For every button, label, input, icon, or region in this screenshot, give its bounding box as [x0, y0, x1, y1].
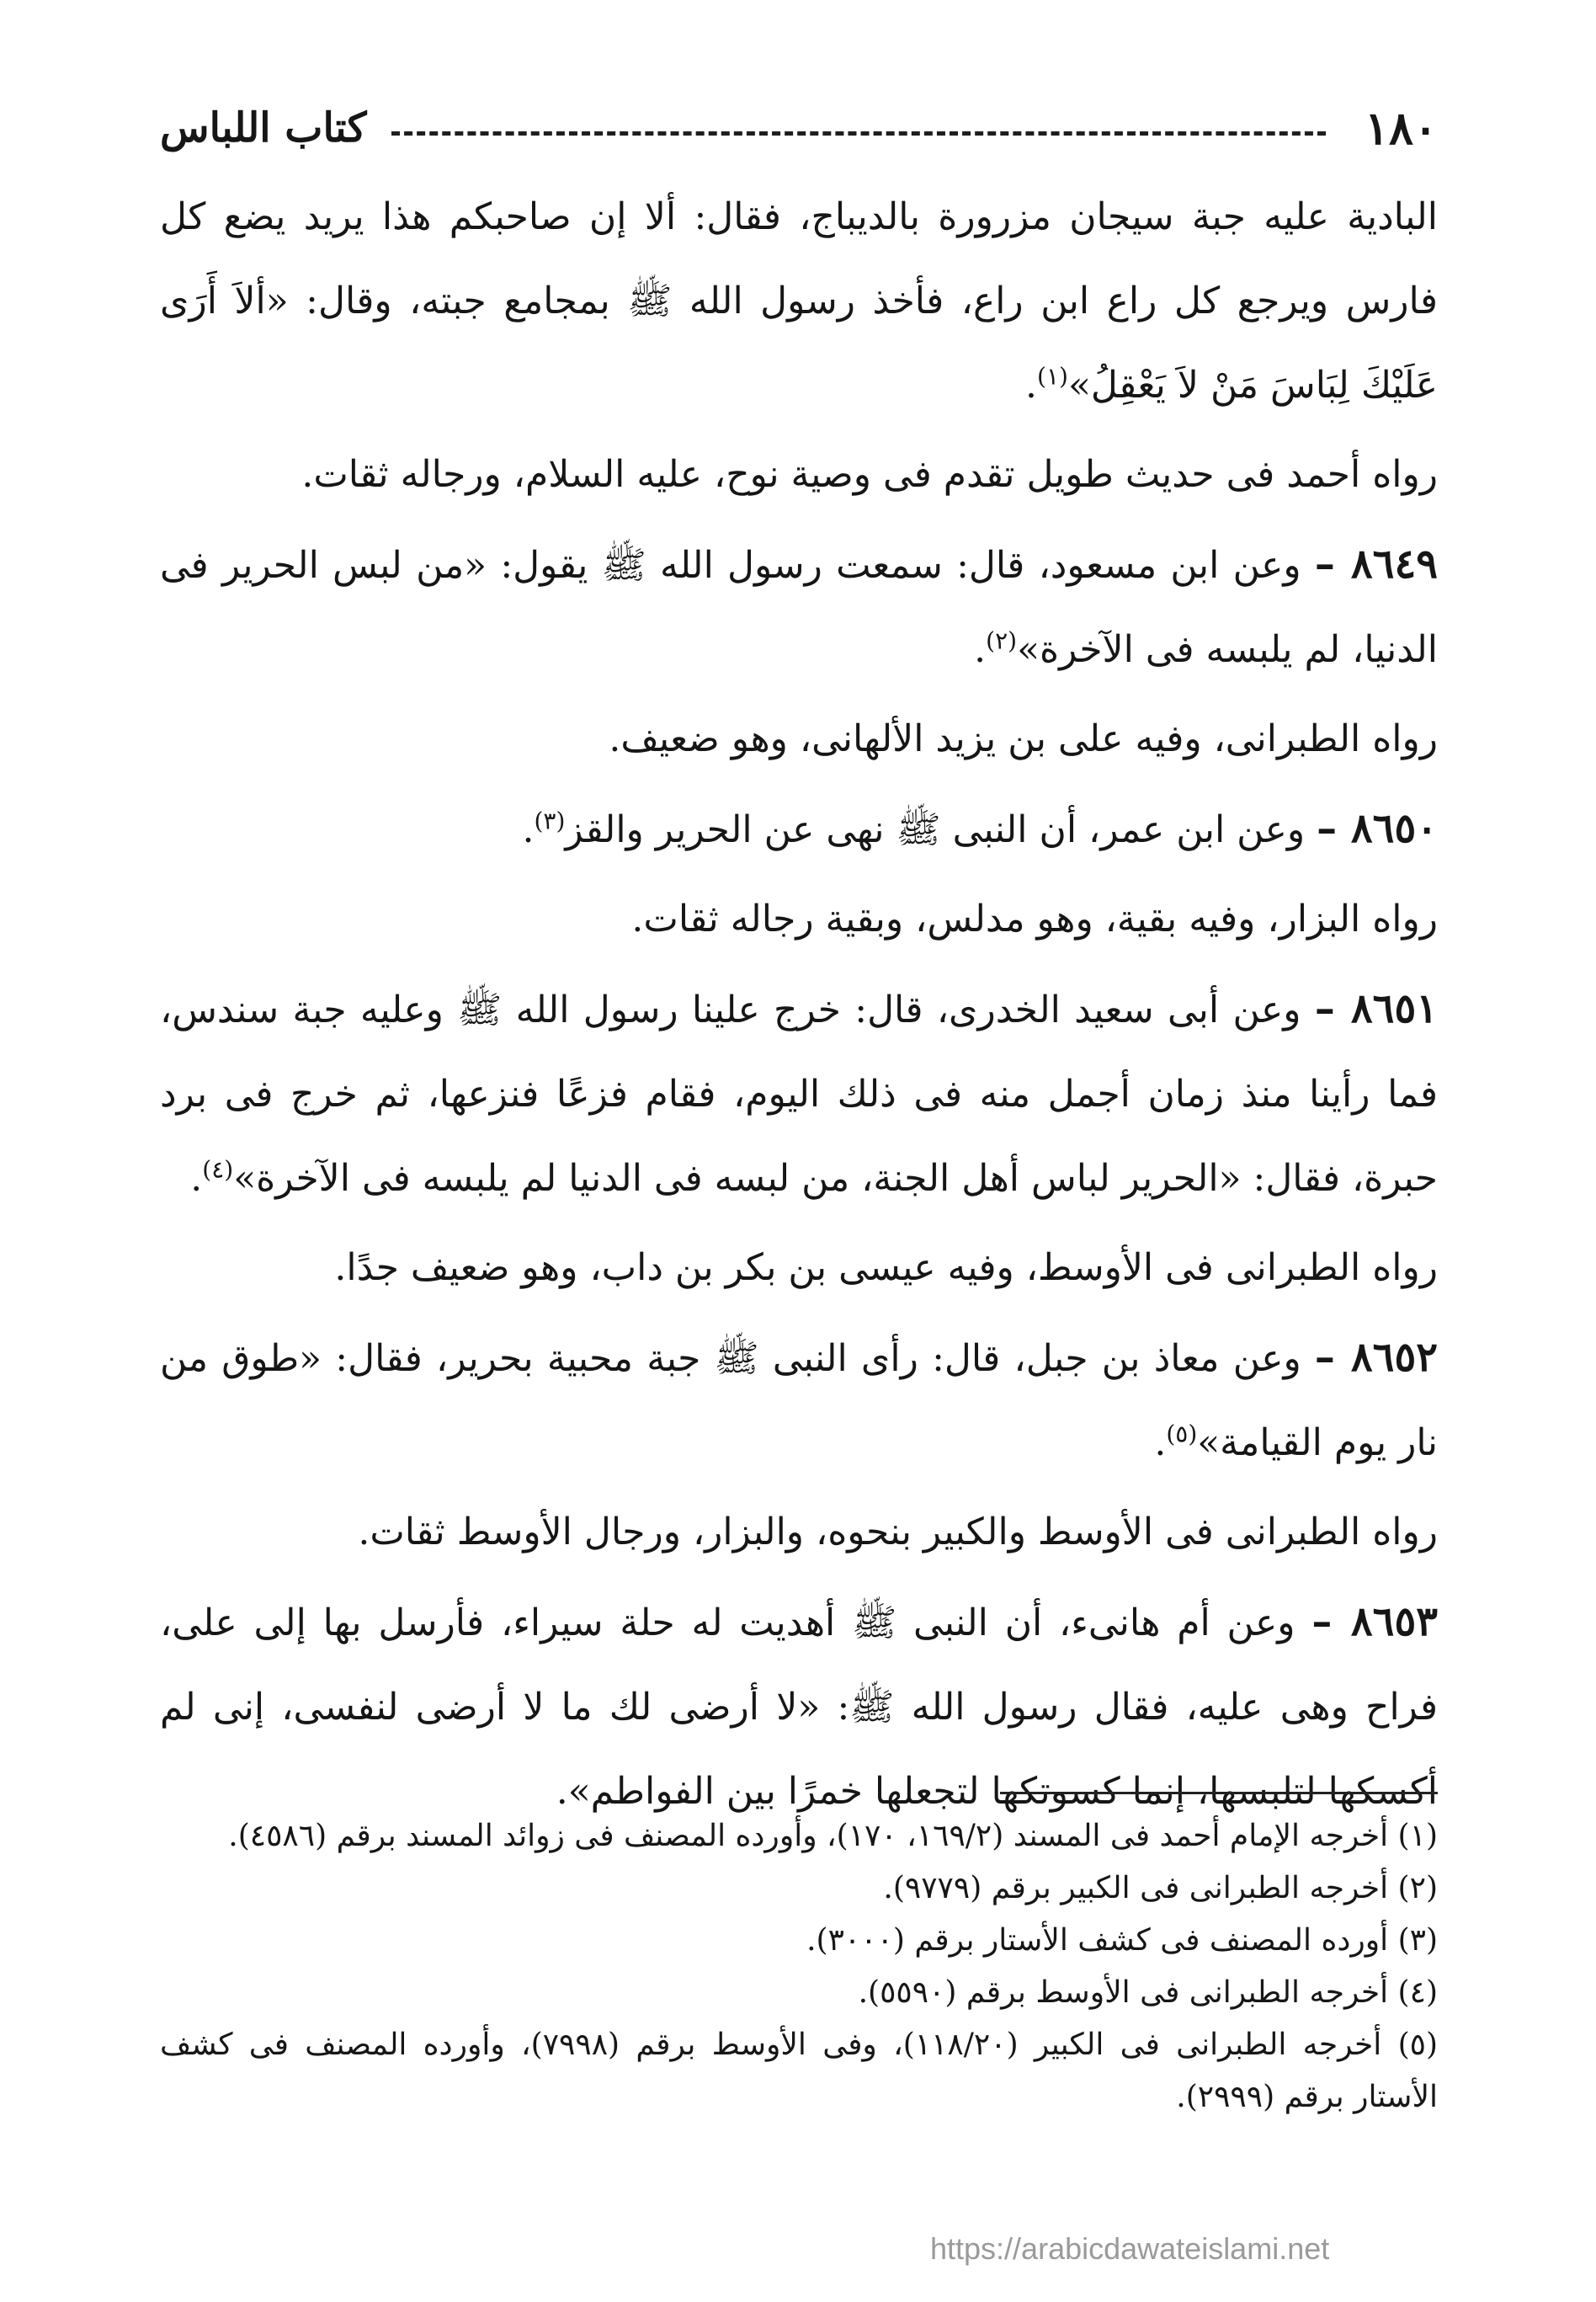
hadith-8649: ٨٦٤٩ – وعن ابن مسعود، قال: سمعت رسول الله ﷺ يقول: «من لبس الحرير فى الدنيا، لم يلبسه فى الآخرة»$^{(٢)}$.: [160, 541, 1438, 671]
footnote-1: (١) أخرجه الإمام أحمد فى المسند (١٦٩/٢، ١٧٠)، وأورده المصنف فى زوائد المسند برقم (٤٥٨٦).: [228, 1819, 1438, 1853]
footnote-ref: (١): [1037, 362, 1068, 391]
footnote-2: (٢) أخرجه الطبرانى فى الكبير برقم (٩٧٧٩).: [883, 1871, 1438, 1905]
footnotes: [160, 1810, 1438, 2123]
paragraph-text: وعن ابن عمر، أن النبى ﷺ نهى عن الحرير والقز: [565, 808, 1306, 851]
footnote-ref: (٢): [986, 626, 1018, 655]
hadith-8651: ٨٦٥١ – وعن أبى سعيد الخدرى، قال: خرج علينا رسول الله ﷺ وعليه جبة سندس، فما رأينا منذ زمان أجمل منه فى ذلك اليوم، فقام فزعًا فنزعها، ثم خرج فى برد حبرة، فقال: «الحرير لباس أهل الجنة، من لبسه فى الدنيا لم يلبسه فى الآخرة»$^{(٤)}$.: [160, 985, 1438, 1200]
main-text: [160, 175, 1438, 1834]
hadith-number: ٨٦٤٩ –: [1314, 541, 1438, 588]
hadith-8650: ٨٦٥٠ – وعن ابن عمر، أن النبى ﷺ نهى عن الحرير والقز$^{(٣)}$.: [522, 805, 1438, 852]
paragraph-text: رواه أحمد فى حديث طويل تقدم فى وصية نوح، عليه السلام، ورجاله ثقات.: [301, 453, 1438, 496]
book-title: كتاب اللباس: [160, 104, 367, 152]
page-number: ١٨٠: [1364, 101, 1438, 155]
paragraph-text: وعن أبى سعيد الخدرى، قال: خرج علينا رسول الله ﷺ وعليه جبة سندس، فما رأينا منذ زمان أجمل منه فى ذلك اليوم، فقام فزعًا فنزعها، ثم خرج فى برد حبرة، فقال: «الحرير لباس أهل الجنة، من لبسه فى الدنيا لم يلبسه فى الآخرة»: [160, 988, 1438, 1200]
hadith-8652: ٨٦٥٢ – وعن معاذ بن جبل، قال: رأى النبى ﷺ جبة محبية بحرير، فقال: «طوق من نار يوم القيامة»$^{(٥)}$.: [160, 1334, 1438, 1464]
narrator-note: [160, 697, 1438, 781]
hadith-8653: [160, 1580, 1438, 1834]
narrator-note: [160, 877, 1438, 962]
hadith-number: ٨٦٥٣ –: [1311, 1598, 1438, 1645]
header-divider: [391, 131, 1326, 136]
paragraph-continuation: البادية عليه جبة سيجان مزرورة بالديباج، فقال: ألا إن صاحبكم هذا يريد يضع كل فارس ويرجع كل راع ابن راع، فأخذ رسول الله ﷺ بمجامع جبته، وقال: «ألاَ أَرَى عَلَيْكَ لِبَاسَ مَنْ لاَ يَعْقِلُ»$^{(١)}$.: [160, 195, 1438, 407]
footnote-ref: (٤): [202, 1155, 234, 1184]
footnote-4: (٤) أخرجه الطبرانى فى الأوسط برقم (٥٥٩٠).: [858, 1975, 1438, 2010]
narrator-note: [160, 433, 1438, 517]
paragraph-text: وعن ابن مسعود، قال: سمعت رسول الله ﷺ يقول: «من لبس الحرير فى الدنيا، لم يلبسه فى الآخرة»: [160, 544, 1438, 671]
hadith-number: ٨٦٥٠ –: [1317, 805, 1438, 852]
hadith-number: ٨٦٥١ –: [1314, 985, 1438, 1032]
paragraph-text: رواه الطبرانى فى الأوسط، وفيه عيسى بن بكر بن داب، وهو ضعيف جدًا.: [334, 1246, 1438, 1289]
footnote-ref: (٣): [534, 807, 566, 835]
narrator-note: [160, 1490, 1438, 1575]
paragraph-text: رواه الطبرانى فى الأوسط والكبير بنحوه، والبزار، ورجال الأوسط ثقات.: [358, 1511, 1438, 1553]
paragraph-text: البادية عليه جبة سيجان مزرورة بالديباج، فقال: ألا إن صاحبكم هذا يريد يضع كل فارس ويرجع كل راع ابن راع، فأخذ رسول الله ﷺ بمجامع جبته، وقال: «ألاَ أَرَى عَلَيْكَ لِبَاسَ مَنْ لاَ يَعْقِلُ»: [160, 195, 1438, 407]
paragraph-text: رواه البزار، وفيه بقية، وهو مدلس، وبقية رجاله ثقات.: [631, 898, 1438, 941]
hadith-number: ٨٦٥٢ –: [1314, 1334, 1438, 1381]
paragraph-text: رواه الطبرانى، وفيه على بن يزيد الألهانى، وهو ضعيف.: [609, 717, 1438, 760]
footnote-divider: [1000, 1792, 1438, 1794]
footnote-ref: (٥): [1166, 1420, 1198, 1448]
footnote-3: (٣) أورده المصنف فى كشف الأستار برقم (٣٠٠٠).: [806, 1923, 1438, 1958]
watermark-url: https://arabicdawateislami.net: [930, 2231, 1330, 2266]
narrator-note: [160, 1226, 1438, 1310]
paragraph-text: وعن معاذ بن جبل، قال: رأى النبى ﷺ جبة محبية بحرير، فقال: «طوق من نار يوم القيامة»: [160, 1337, 1438, 1464]
footnote-5: (٥) أخرجه الطبرانى فى الكبير (١١٨/٢٠)، وفى الأوسط برقم (٧٩٩٨)، وأورده المصنف فى كشف الأستار برقم (٢٩٩٩).: [160, 2028, 1438, 2114]
page-header: [160, 94, 1438, 162]
paragraph-text: وعن أم هانىء، أن النبى ﷺ أهديت له حلة سيراء، فأرسل بها إلى على، فراح وهى عليه، فقال رسول الله ﷺ: «لا أرضى لك ما لا أرضى لنفسى، إنى لم أكسكها لتلبسها، إنما كسوتكها لتجعلها خمرًا بين الفواطم».: [160, 1601, 1438, 1813]
